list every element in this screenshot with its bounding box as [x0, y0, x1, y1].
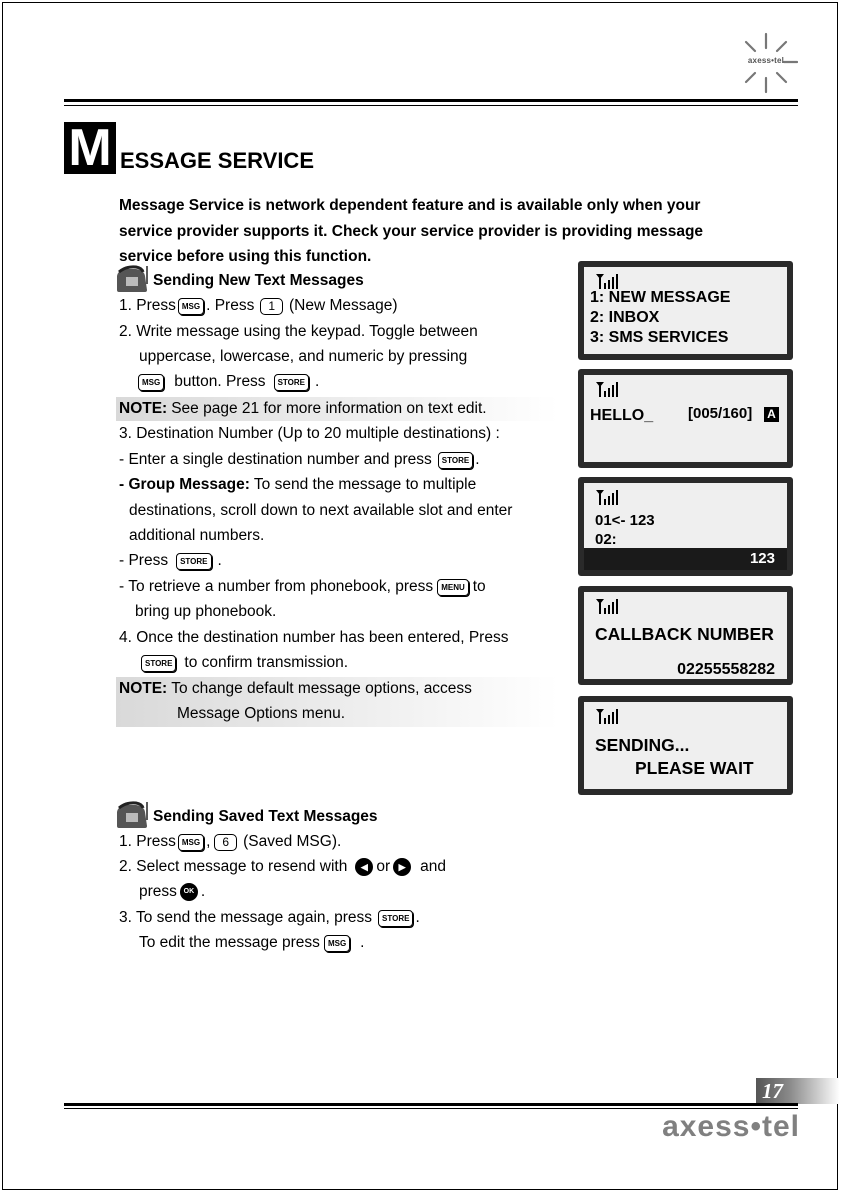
step-4-text: to confirm transmission.	[184, 654, 349, 671]
saved-step-3-line-2	[139, 933, 364, 953]
compose-text: HELLO_	[590, 407, 654, 424]
callback-label: CALLBACK NUMBER	[595, 624, 774, 644]
callback-number: 02255558282	[677, 661, 775, 678]
right-arrow-key-icon: ▶	[393, 858, 411, 876]
step-3d-pre: - To retrieve a number from phonebook, press	[119, 578, 434, 595]
step-4: 4. Once the destination number has been entered, Press	[119, 629, 509, 646]
saved-step-3-pre: 3. To send the message again, press	[119, 909, 373, 926]
step-4-line-2	[139, 653, 348, 673]
ok-key-icon: OK	[180, 883, 198, 901]
step-2-line-3	[136, 372, 319, 392]
left-arrow-key-icon: ◀	[355, 858, 373, 876]
lcd-screen-compose	[578, 369, 793, 468]
note-1	[119, 399, 487, 419]
saved-step-1-pre: 1. Press	[119, 833, 176, 850]
page-number: 17	[762, 1079, 783, 1103]
page-number-tab	[756, 1078, 840, 1104]
input-mode-badge: A	[764, 407, 779, 422]
please-wait-label: PLEASE WAIT	[635, 758, 754, 778]
saved-step-2b-post: .	[200, 883, 206, 900]
desk-phone-icon	[114, 798, 150, 830]
store-key-icon: STORE	[438, 452, 473, 469]
step-1-mid: . Press	[206, 297, 255, 314]
lcd-screen-sending	[578, 696, 793, 795]
step-3a-post: .	[475, 451, 480, 468]
menu-line-1: 1: NEW MESSAGE	[590, 289, 731, 306]
signal-strength-icon	[596, 489, 622, 505]
step-1-post: (New Message)	[289, 297, 398, 314]
lcd-bottom-bar	[584, 548, 787, 570]
key-1-icon: 1	[260, 298, 283, 315]
store-key-icon: STORE	[141, 655, 176, 672]
step-2-line-2: uppercase, lowercase, and numeric by pressing	[139, 348, 468, 365]
store-key-icon: STORE	[274, 374, 309, 391]
saved-step-1-post: (Saved MSG).	[243, 833, 342, 850]
signal-strength-icon	[596, 598, 622, 614]
step-3a-text: - Enter a single destination number and press	[119, 451, 432, 468]
footer-rule-thick	[64, 1103, 798, 1106]
note-1-text: See page 21 for more information on text edit.	[171, 400, 487, 417]
header-rule-thick	[64, 99, 798, 102]
saved-step-2-line-2	[139, 882, 205, 902]
saved-step-3-post: .	[415, 909, 420, 926]
intro-line-2: service provider supports it. Check your service provider is providing message	[119, 222, 704, 240]
character-counter: [005/160]	[688, 405, 753, 422]
msg-key-icon: MSG	[178, 834, 204, 851]
step-3b-line-2: destinations, scroll down to next available slot and enter	[129, 502, 513, 519]
store-key-icon: STORE	[378, 910, 413, 927]
saved-step-1	[119, 832, 341, 852]
key-6-icon: 6	[214, 834, 237, 851]
step-3a	[119, 450, 480, 470]
header-rule-thin	[64, 105, 798, 106]
intro-line-3: service before using this function.	[119, 248, 372, 265]
msg-key-icon: MSG	[324, 935, 350, 952]
step-3: 3. Destination Number (Up to 20 multiple destinations) :	[119, 425, 500, 442]
saved-step-2-or: or	[376, 858, 391, 875]
sending-label: SENDING...	[595, 735, 690, 755]
note-2-label: NOTE:	[119, 680, 168, 697]
intro-paragraph	[119, 193, 779, 270]
footer-rule-thin	[64, 1108, 798, 1109]
step-3c	[119, 551, 222, 571]
step-3d-post: to	[472, 578, 486, 595]
step-3d-line-2: bring up phonebook.	[135, 603, 277, 620]
saved-step-2-and: and	[420, 858, 446, 875]
axesstel-logo-bottom: axess•tel	[662, 1110, 800, 1143]
page-title	[64, 119, 314, 177]
desk-phone-icon	[114, 262, 150, 294]
msg-key-icon: MSG	[138, 374, 164, 391]
logo-top-text: axess•tel	[747, 56, 785, 65]
note-2	[119, 679, 472, 699]
title-text: ESSAGE SERVICE	[120, 148, 314, 173]
step-3d	[119, 577, 486, 597]
title-drop-cap: M	[64, 122, 116, 174]
saved-step-2b-pre: press	[139, 883, 177, 900]
step-2-mid: button. Press	[174, 373, 266, 390]
axesstel-logo-top	[734, 32, 798, 94]
msg-key-icon: MSG	[178, 298, 204, 315]
step-1-new	[119, 296, 398, 316]
menu-line-3: 3: SMS SERVICES	[590, 329, 729, 346]
menu-key-icon: MENU	[437, 579, 469, 596]
group-message-label: - Group Message:	[119, 476, 250, 493]
step-3c-pre: - Press	[119, 552, 169, 569]
menu-line-2: 2: INBOX	[590, 309, 660, 326]
lcd-screen-callback	[578, 586, 793, 685]
store-key-icon: STORE	[176, 553, 211, 570]
signal-strength-icon	[596, 273, 622, 289]
saved-step-3b-pre: To edit the message press	[139, 934, 320, 951]
destination-line-2: 02:	[595, 531, 617, 548]
group-message-text: To send the message to multiple	[253, 476, 477, 493]
step-3b-line-3: additional numbers.	[129, 527, 265, 544]
note-2-line-2: Message Options menu.	[177, 705, 346, 722]
destination-line-1: 01<- 123	[595, 512, 655, 529]
signal-strength-icon	[596, 708, 622, 724]
step-1-pre: 1. Press	[119, 297, 176, 314]
step-2-post: .	[314, 373, 320, 390]
section2-heading: Sending Saved Text Messages	[153, 808, 378, 825]
lcd-screen-message-menu	[578, 261, 793, 360]
saved-step-2	[119, 857, 446, 877]
saved-step-3b-post: .	[360, 934, 365, 951]
step-2-line-1: 2. Write message using the keypad. Toggle between	[119, 323, 478, 340]
step-3c-post: .	[217, 552, 222, 569]
lcd-screen-destination	[578, 477, 793, 576]
note-2-text: To change default message options, access	[171, 680, 472, 697]
section1-heading: Sending New Text Messages	[153, 272, 364, 289]
step-3b	[119, 475, 476, 495]
note-1-label: NOTE:	[119, 400, 168, 417]
saved-step-2-pre: 2. Select message to resend with	[119, 858, 348, 875]
bar-number: 123	[749, 550, 775, 567]
intro-line-1: Message Service is network dependent feature and is available only when your	[119, 197, 701, 214]
saved-step-1-comma: ,	[206, 833, 211, 850]
saved-step-3	[119, 908, 420, 928]
signal-strength-icon	[596, 381, 622, 397]
